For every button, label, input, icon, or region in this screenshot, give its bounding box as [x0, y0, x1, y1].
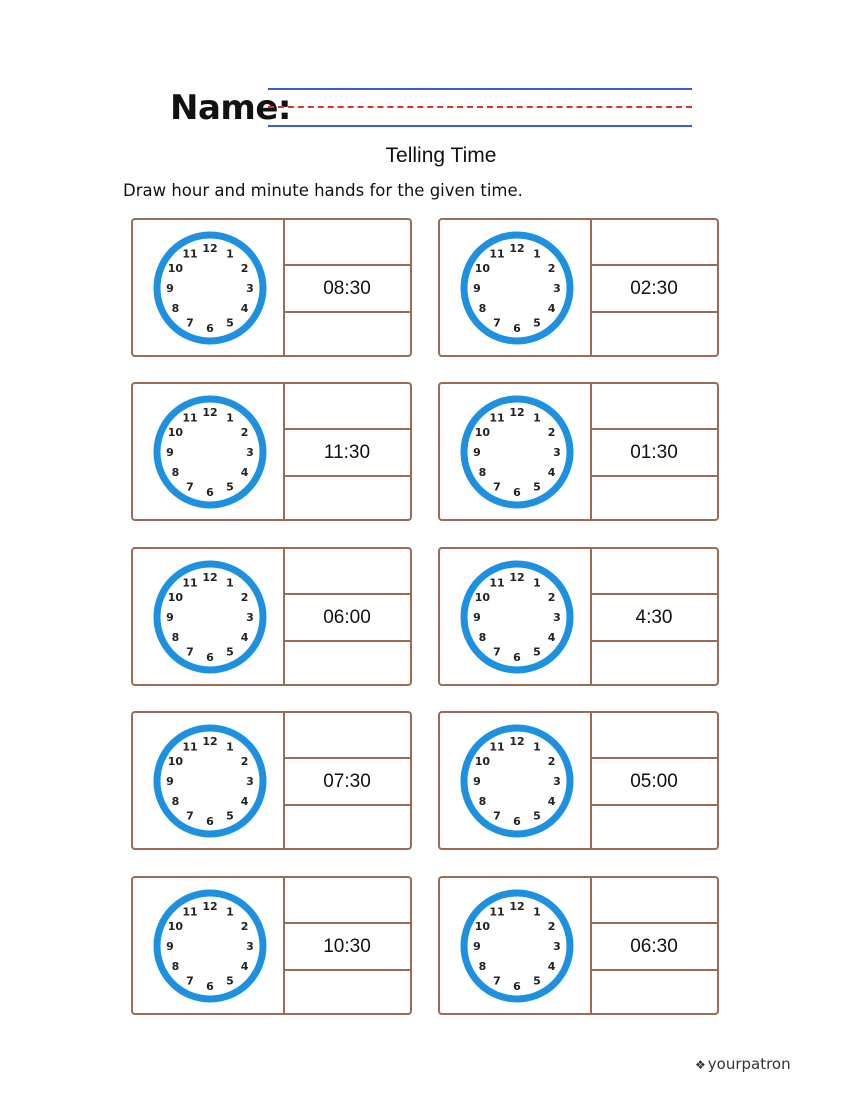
svg-text:4: 4	[240, 631, 249, 644]
svg-text:8: 8	[478, 960, 487, 973]
svg-text:12: 12	[202, 735, 218, 748]
answer-rows	[591, 384, 717, 519]
svg-text:7: 7	[186, 645, 194, 659]
answer-rows	[591, 878, 717, 1013]
svg-text:9: 9	[166, 611, 174, 624]
answer-row-bottom[interactable]	[591, 806, 717, 848]
svg-text:9: 9	[166, 940, 174, 953]
svg-text:10: 10	[167, 262, 184, 275]
svg-text:12: 12	[202, 406, 218, 419]
svg-text:4: 4	[547, 960, 556, 973]
svg-text:4: 4	[547, 631, 556, 644]
instructions: Draw hour and minute hands for the given time.	[123, 181, 523, 200]
svg-text:1: 1	[226, 411, 234, 425]
answer-row-bottom[interactable]	[591, 971, 717, 1013]
clock-face-icon[interactable]	[153, 889, 267, 1003]
answer-rows	[591, 549, 717, 684]
svg-text:2: 2	[240, 591, 249, 604]
time-card	[131, 547, 412, 686]
svg-text:11: 11	[182, 576, 198, 590]
svg-text:9: 9	[473, 446, 481, 459]
svg-text:11: 11	[182, 247, 198, 261]
svg-text:5: 5	[226, 645, 234, 659]
svg-text:5: 5	[533, 974, 541, 988]
svg-text:4: 4	[240, 466, 249, 479]
svg-text:5: 5	[533, 480, 541, 494]
svg-text:9: 9	[166, 446, 174, 459]
svg-text:4: 4	[547, 466, 556, 479]
time-card	[438, 382, 719, 521]
clock-cell[interactable]	[440, 384, 592, 519]
answer-row-top[interactable]	[591, 713, 717, 759]
svg-text:9: 9	[473, 775, 481, 788]
time-card	[438, 711, 719, 850]
svg-text:4: 4	[547, 795, 556, 808]
time-card	[131, 382, 412, 521]
svg-text:11: 11	[182, 411, 198, 425]
brand-logo	[695, 1055, 791, 1073]
svg-text:3: 3	[246, 282, 254, 295]
svg-text:5: 5	[533, 645, 541, 659]
answer-rows	[284, 220, 410, 355]
svg-text:3: 3	[246, 611, 254, 624]
answer-row-bottom[interactable]	[591, 642, 717, 684]
svg-text:10: 10	[167, 920, 184, 933]
svg-text:6: 6	[513, 980, 521, 993]
answer-row-bottom[interactable]	[284, 313, 410, 355]
svg-text:9: 9	[473, 940, 481, 953]
svg-text:11: 11	[182, 905, 198, 919]
brand-name: yourpatron	[707, 1055, 791, 1073]
svg-text:4: 4	[240, 795, 249, 808]
answer-rows	[591, 220, 717, 355]
svg-text:5: 5	[533, 809, 541, 823]
answer-row-bottom[interactable]	[591, 313, 717, 355]
clock-face-icon[interactable]	[460, 724, 574, 838]
answer-row-top[interactable]	[284, 220, 410, 266]
svg-text:9: 9	[473, 282, 481, 295]
svg-text:5: 5	[533, 316, 541, 330]
svg-text:12: 12	[202, 900, 218, 913]
time-label: 11:30	[284, 430, 410, 477]
answer-row-bottom[interactable]	[284, 477, 410, 519]
svg-text:7: 7	[493, 974, 501, 988]
time-label: 01:30	[591, 430, 717, 477]
clock-cell[interactable]	[133, 878, 285, 1013]
worksheet-title-text: Telling Time	[385, 144, 497, 167]
svg-text:12: 12	[202, 242, 218, 255]
svg-text:7: 7	[186, 974, 194, 988]
name-line-bottom[interactable]	[268, 125, 692, 127]
answer-rows	[284, 549, 410, 684]
svg-text:10: 10	[167, 755, 184, 768]
svg-text:12: 12	[509, 242, 525, 255]
name-line-dashed	[268, 106, 692, 108]
svg-text:4: 4	[240, 302, 249, 315]
svg-text:1: 1	[226, 247, 234, 261]
svg-text:6: 6	[206, 651, 214, 664]
clock-face-icon[interactable]	[153, 724, 267, 838]
svg-text:12: 12	[202, 571, 218, 584]
svg-text:5: 5	[226, 316, 234, 330]
clock-cell[interactable]	[440, 713, 592, 848]
svg-text:8: 8	[171, 795, 180, 808]
svg-text:4: 4	[240, 960, 249, 973]
svg-text:7: 7	[186, 480, 194, 494]
answer-row-top[interactable]	[284, 878, 410, 924]
svg-text:4: 4	[547, 302, 556, 315]
worksheet-title	[0, 144, 850, 168]
answer-row-top[interactable]	[591, 220, 717, 266]
svg-text:3: 3	[246, 446, 254, 459]
svg-text:6: 6	[206, 980, 214, 993]
answer-row-bottom[interactable]	[591, 477, 717, 519]
svg-text:11: 11	[489, 247, 505, 261]
clock-cell[interactable]	[133, 220, 285, 355]
answer-row-top[interactable]	[591, 878, 717, 924]
svg-text:11: 11	[489, 576, 505, 590]
svg-text:1: 1	[226, 576, 234, 590]
svg-text:1: 1	[533, 247, 541, 261]
svg-text:2: 2	[547, 262, 556, 275]
answer-row-bottom[interactable]	[284, 642, 410, 684]
svg-text:8: 8	[171, 631, 180, 644]
time-card	[438, 876, 719, 1015]
svg-text:6: 6	[513, 651, 521, 664]
time-label: 07:30	[284, 759, 410, 806]
svg-text:2: 2	[240, 262, 249, 275]
svg-text:8: 8	[171, 466, 180, 479]
svg-text:2: 2	[547, 426, 556, 439]
svg-text:6: 6	[513, 815, 521, 828]
answer-rows	[284, 384, 410, 519]
answer-row-bottom[interactable]	[284, 806, 410, 848]
svg-text:1: 1	[533, 740, 541, 754]
svg-text:6: 6	[206, 322, 214, 335]
svg-text:10: 10	[474, 591, 491, 604]
clock-face-icon[interactable]	[153, 560, 267, 674]
svg-text:10: 10	[167, 591, 184, 604]
svg-text:11: 11	[182, 740, 198, 754]
svg-text:1: 1	[533, 576, 541, 590]
svg-text:3: 3	[553, 611, 561, 624]
svg-text:1: 1	[226, 740, 234, 754]
svg-text:5: 5	[226, 480, 234, 494]
svg-text:2: 2	[547, 591, 556, 604]
svg-text:2: 2	[240, 755, 249, 768]
svg-text:8: 8	[171, 302, 180, 315]
svg-text:12: 12	[509, 406, 525, 419]
svg-text:8: 8	[171, 960, 180, 973]
svg-text:1: 1	[533, 905, 541, 919]
svg-text:10: 10	[474, 262, 491, 275]
svg-text:12: 12	[509, 900, 525, 913]
svg-text:7: 7	[186, 316, 194, 330]
answer-rows	[284, 878, 410, 1013]
clock-cell[interactable]	[440, 220, 592, 355]
svg-text:10: 10	[474, 755, 491, 768]
svg-text:1: 1	[533, 411, 541, 425]
svg-text:8: 8	[478, 795, 487, 808]
svg-text:10: 10	[474, 426, 491, 439]
time-card	[438, 547, 719, 686]
answer-row-top[interactable]	[591, 384, 717, 430]
clock-face-icon[interactable]	[460, 560, 574, 674]
answer-row-top[interactable]	[284, 713, 410, 759]
svg-text:3: 3	[246, 940, 254, 953]
clock-face-icon[interactable]	[153, 395, 267, 509]
clock-cell[interactable]	[133, 384, 285, 519]
svg-text:2: 2	[240, 920, 249, 933]
time-card	[131, 876, 412, 1015]
svg-text:5: 5	[226, 974, 234, 988]
svg-text:3: 3	[553, 282, 561, 295]
clock-face-icon[interactable]	[460, 395, 574, 509]
svg-text:6: 6	[206, 486, 214, 499]
svg-text:11: 11	[489, 411, 505, 425]
svg-text:3: 3	[553, 775, 561, 788]
answer-rows	[591, 713, 717, 848]
clock-face-icon[interactable]	[460, 231, 574, 345]
svg-text:6: 6	[513, 486, 521, 499]
time-card	[131, 218, 412, 357]
time-label: 05:00	[591, 759, 717, 806]
time-label: 06:30	[591, 924, 717, 971]
svg-text:7: 7	[493, 809, 501, 823]
name-line-top	[268, 88, 692, 90]
clock-cell[interactable]	[133, 713, 285, 848]
answer-row-bottom[interactable]	[284, 971, 410, 1013]
svg-text:6: 6	[513, 322, 521, 335]
time-card	[131, 711, 412, 850]
svg-text:7: 7	[493, 480, 501, 494]
svg-text:12: 12	[509, 571, 525, 584]
svg-text:2: 2	[240, 426, 249, 439]
svg-text:11: 11	[489, 740, 505, 754]
clock-face-icon[interactable]	[460, 889, 574, 1003]
svg-text:1: 1	[226, 905, 234, 919]
svg-text:3: 3	[246, 775, 254, 788]
svg-text:8: 8	[478, 631, 487, 644]
leaf-icon: ❖	[695, 1058, 706, 1072]
svg-text:7: 7	[186, 809, 194, 823]
answer-rows	[284, 713, 410, 848]
clock-cell[interactable]	[133, 549, 285, 684]
svg-text:5: 5	[226, 809, 234, 823]
time-card	[438, 218, 719, 357]
svg-text:9: 9	[473, 611, 481, 624]
svg-text:10: 10	[167, 426, 184, 439]
time-label: 10:30	[284, 924, 410, 971]
svg-text:8: 8	[478, 302, 487, 315]
answer-row-top[interactable]	[284, 549, 410, 595]
time-label: 06:00	[284, 595, 410, 642]
svg-text:2: 2	[547, 920, 556, 933]
time-label: 08:30	[284, 266, 410, 313]
svg-text:9: 9	[166, 775, 174, 788]
clock-face-icon[interactable]	[153, 231, 267, 345]
svg-text:10: 10	[474, 920, 491, 933]
time-label: 4:30	[591, 595, 717, 642]
svg-text:9: 9	[166, 282, 174, 295]
svg-text:12: 12	[509, 735, 525, 748]
clock-cell[interactable]	[440, 549, 592, 684]
answer-row-top[interactable]	[591, 549, 717, 595]
svg-text:8: 8	[478, 466, 487, 479]
name-label: Name:	[170, 88, 291, 128]
answer-row-top[interactable]	[284, 384, 410, 430]
svg-text:6: 6	[206, 815, 214, 828]
svg-text:7: 7	[493, 316, 501, 330]
svg-text:7: 7	[493, 645, 501, 659]
svg-text:2: 2	[547, 755, 556, 768]
svg-text:3: 3	[553, 446, 561, 459]
svg-text:3: 3	[553, 940, 561, 953]
clock-cell[interactable]	[440, 878, 592, 1013]
svg-text:11: 11	[489, 905, 505, 919]
time-label: 02:30	[591, 266, 717, 313]
